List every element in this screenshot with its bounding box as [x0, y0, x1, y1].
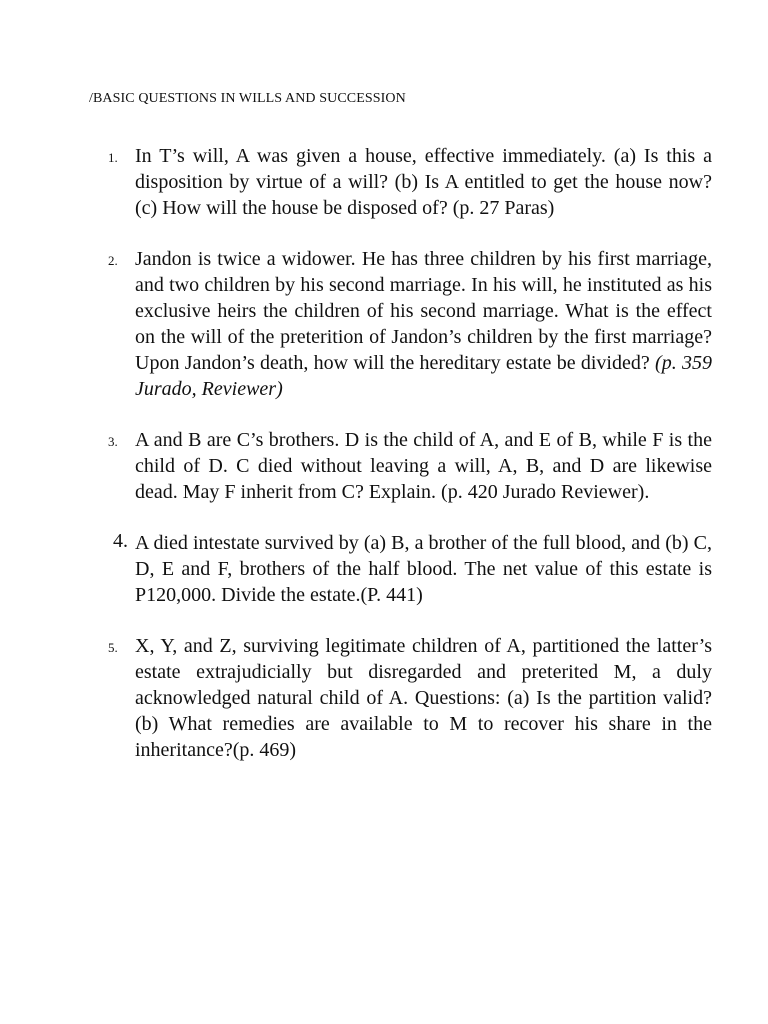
question-item-1 — [0, 143, 712, 221]
question-text — [135, 143, 712, 221]
question-text — [135, 246, 712, 402]
question-item-4 — [0, 530, 712, 608]
question-body: A and B are C’s brothers. D is the child of A, and E of B, while F is the child of D. C died without leaving a will, A, B, and D are likewise dead. May F inherit from C? Explain. (p. 420 Jurado Reviewer). — [135, 429, 712, 503]
question-body: X, Y, and Z, surviving legitimate children of A, partitioned the latter’s estate extrajudicially but disregarded and preterited M, a duly acknowledged natural child of A. Questions: (a) Is the partition valid? (b) What remedies are available to M to recover his share in the inheritance?(p. 469) — [135, 635, 712, 761]
question-list — [0, 143, 768, 788]
question-text — [135, 633, 712, 763]
question-number: 5. — [108, 640, 118, 655]
question-text — [135, 530, 712, 608]
question-item-5 — [0, 633, 712, 763]
question-text — [135, 427, 712, 505]
document-header: /BASIC QUESTIONS IN WILLS AND SUCCESSION — [89, 91, 406, 106]
question-body: Jandon is twice a widower. He has three children by his first marriage, and two children by his second marriage. In his will, he instituted as his exclusive heirs the children of his second marriage. What is the effect on the will of the preterition of Jandon’s children by the first marriage? Upon Jandon’s death, how will the hereditary estate be divided? — [135, 248, 712, 374]
question-citation: (p. 359 Jurado, Reviewer) — [135, 352, 712, 400]
question-number: 4. — [113, 530, 128, 552]
question-number: 1. — [108, 150, 118, 165]
question-number: 2. — [108, 253, 118, 268]
question-item-3 — [0, 427, 712, 505]
question-body: A died intestate survived by (a) B, a brother of the full blood, and (b) C, D, E and F, brothers of the half blood. The net value of this estate is P120,000. Divide the estate.(P. 441) — [135, 532, 712, 606]
question-number: 3. — [108, 434, 118, 449]
question-body: In T’s will, A was given a house, effective immediately. (a) Is this a disposition by virtue of a will? (b) Is A entitled to get the house now? (c) How will the house be disposed of? (p. 27 Paras) — [135, 145, 712, 219]
question-item-2 — [0, 246, 712, 402]
